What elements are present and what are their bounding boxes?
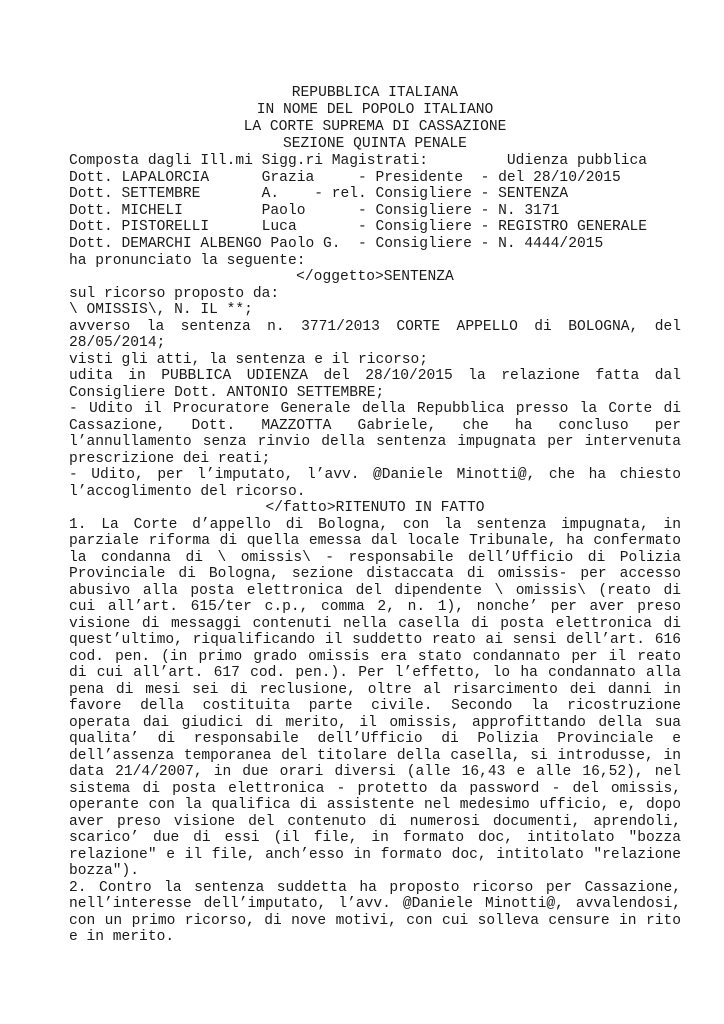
bench-line: ha pronunciato la seguente:: [69, 253, 306, 269]
intro-line: prescrizione dei reati;: [69, 451, 271, 467]
body-line: sistema di posta elettronica - protetto da password - del omissis,: [69, 781, 681, 797]
header-title-section: SEZIONE QUINTA PENALE: [283, 136, 467, 152]
intro-line: - Udito il Procuratore Generale della Repubblica presso la Corte di: [69, 401, 681, 417]
body-line: qualita’ di responsabile dell’Ufficio di Polizia Provinciale e: [69, 731, 681, 747]
bench-line: Dott. LAPALORCIA Grazia - Presidente - del 28/10/2015: [69, 170, 621, 186]
body-line: nell’interesse dell’imputato, l’avv. @Daniele Minotti@, avvalendosi,: [69, 896, 681, 912]
bench-line: Composta dagli Ill.mi Sigg.ri Magistrati: Udienza pubblica: [69, 153, 648, 169]
intro-line: 28/05/2014;: [69, 335, 166, 351]
body-line: quest’ultimo, riqualificando il suddetto reato ai sensi dell’art. 616: [69, 632, 681, 648]
body-line: operante con la qualifica di assistente nel medesimo ufficio, e, dopo: [69, 797, 681, 813]
body-line: aver preso visione del contenuto di numerosi documenti, aprendoli,: [69, 814, 681, 830]
body-line: operata dai giudici di merito, il omissis, approfittando della sua: [69, 715, 681, 731]
body-line: favore della costituita parte civile. Secondo la ricostruzione: [69, 698, 681, 714]
body-line: abusivo alla posta elettronica del dipendente \ omissis\ (reato di: [69, 583, 681, 599]
intro-line: l’annullamento senza rinvio della sentenza impugnata per intervenuta: [69, 434, 681, 450]
bench-line: Dott. MICHELI Paolo - Consigliere - N. 3171: [69, 203, 560, 219]
intro-line: \ OMISSIS\, N. IL **;: [69, 302, 253, 318]
body-line: Provinciale di Bologna, sezione distaccata di omissis- per accesso: [69, 566, 681, 582]
body-line: 2. Contro la sentenza suddetta ha proposto ricorso per Cassazione,: [69, 880, 681, 896]
bench-line: Dott. DEMARCHI ALBENGO Paolo G. - Consigliere - N. 4444/2015: [69, 236, 604, 252]
bench-line: Dott. SETTEMBRE A. - rel. Consigliere - SENTENZA: [69, 186, 569, 202]
intro-line: Cassazione, Dott. MAZZOTTA Gabriele, che ha concluso per: [69, 418, 681, 434]
body-line: pena di mesi sei di reclusione, oltre al risarcimento dei danni in: [69, 682, 681, 698]
body-line: cui all’art. 615/ter c.p., comma 2, n. 1), nonche’ per aver preso: [69, 599, 681, 615]
body-line: con un primo ricorso, di nove motivi, con cui solleva censure in rito: [69, 913, 681, 929]
bench-line: Dott. PISTORELLI Luca - Consigliere - REGISTRO GENERALE: [69, 219, 648, 235]
header-title-people: IN NOME DEL POPOLO ITALIANO: [256, 102, 494, 118]
body-line: cod. pen. (in primo grado omissis era stato condannato per il reato: [69, 649, 681, 665]
body-line: dell’assenza temporanea del titolare della casella, si introdusse, in: [69, 748, 681, 764]
body-line: la condanna di \ omissis\ - responsabile dell’Ufficio di Polizia: [69, 550, 681, 566]
intro-line: l’accoglimento del ricorso.: [69, 484, 306, 500]
body-line: bozza").: [69, 863, 140, 879]
header-title-court: LA CORTE SUPREMA DI CASSAZIONE: [243, 119, 507, 135]
section-heading-sentenza: </oggetto>SENTENZA: [296, 269, 454, 285]
header-title-republic: REPUBBLICA ITALIANA: [291, 85, 459, 101]
intro-line: visti gli atti, la sentenza e il ricorso;: [69, 352, 429, 368]
body-line: relazione" e il file, anch’esso in formato doc, intitolato "relazione: [69, 847, 681, 863]
body-line: visione di messaggi contenuti nella casella di posta elettronica di: [69, 616, 681, 632]
body-line: 1. La Corte d’appello di Bologna, con la sentenza impugnata, in: [69, 517, 681, 533]
body-line: data 21/4/2007, in due orari diversi (alle 16,43 e alle 16,52), nel: [69, 764, 681, 780]
intro-line: sul ricorso proposto da:: [69, 286, 280, 302]
intro-line: udita in PUBBLICA UDIENZA del 28/10/2015 la relazione fatta dal: [69, 368, 681, 384]
intro-line: avverso la sentenza n. 3771/2013 CORTE APPELLO di BOLOGNA, del: [69, 319, 681, 335]
body-line: di cui all’art. 617 cod. pen.). Per l’effetto, lo ha condannato alla: [69, 665, 681, 681]
body-line: scarico’ due di essi (il file, in formato doc, intitolato "bozza: [69, 830, 681, 846]
intro-line: Consigliere Dott. ANTONIO SETTEMBRE;: [69, 385, 385, 401]
intro-line: - Udito, per l’imputato, l’avv. @Daniele Minotti@, che ha chiesto: [69, 467, 681, 483]
section-heading-fatto: </fatto>RITENUTO IN FATTO: [265, 500, 485, 516]
body-line: e in merito.: [69, 929, 175, 945]
body-line: parziale riforma di quella emessa dal locale Tribunale, ha confermato: [69, 533, 681, 549]
